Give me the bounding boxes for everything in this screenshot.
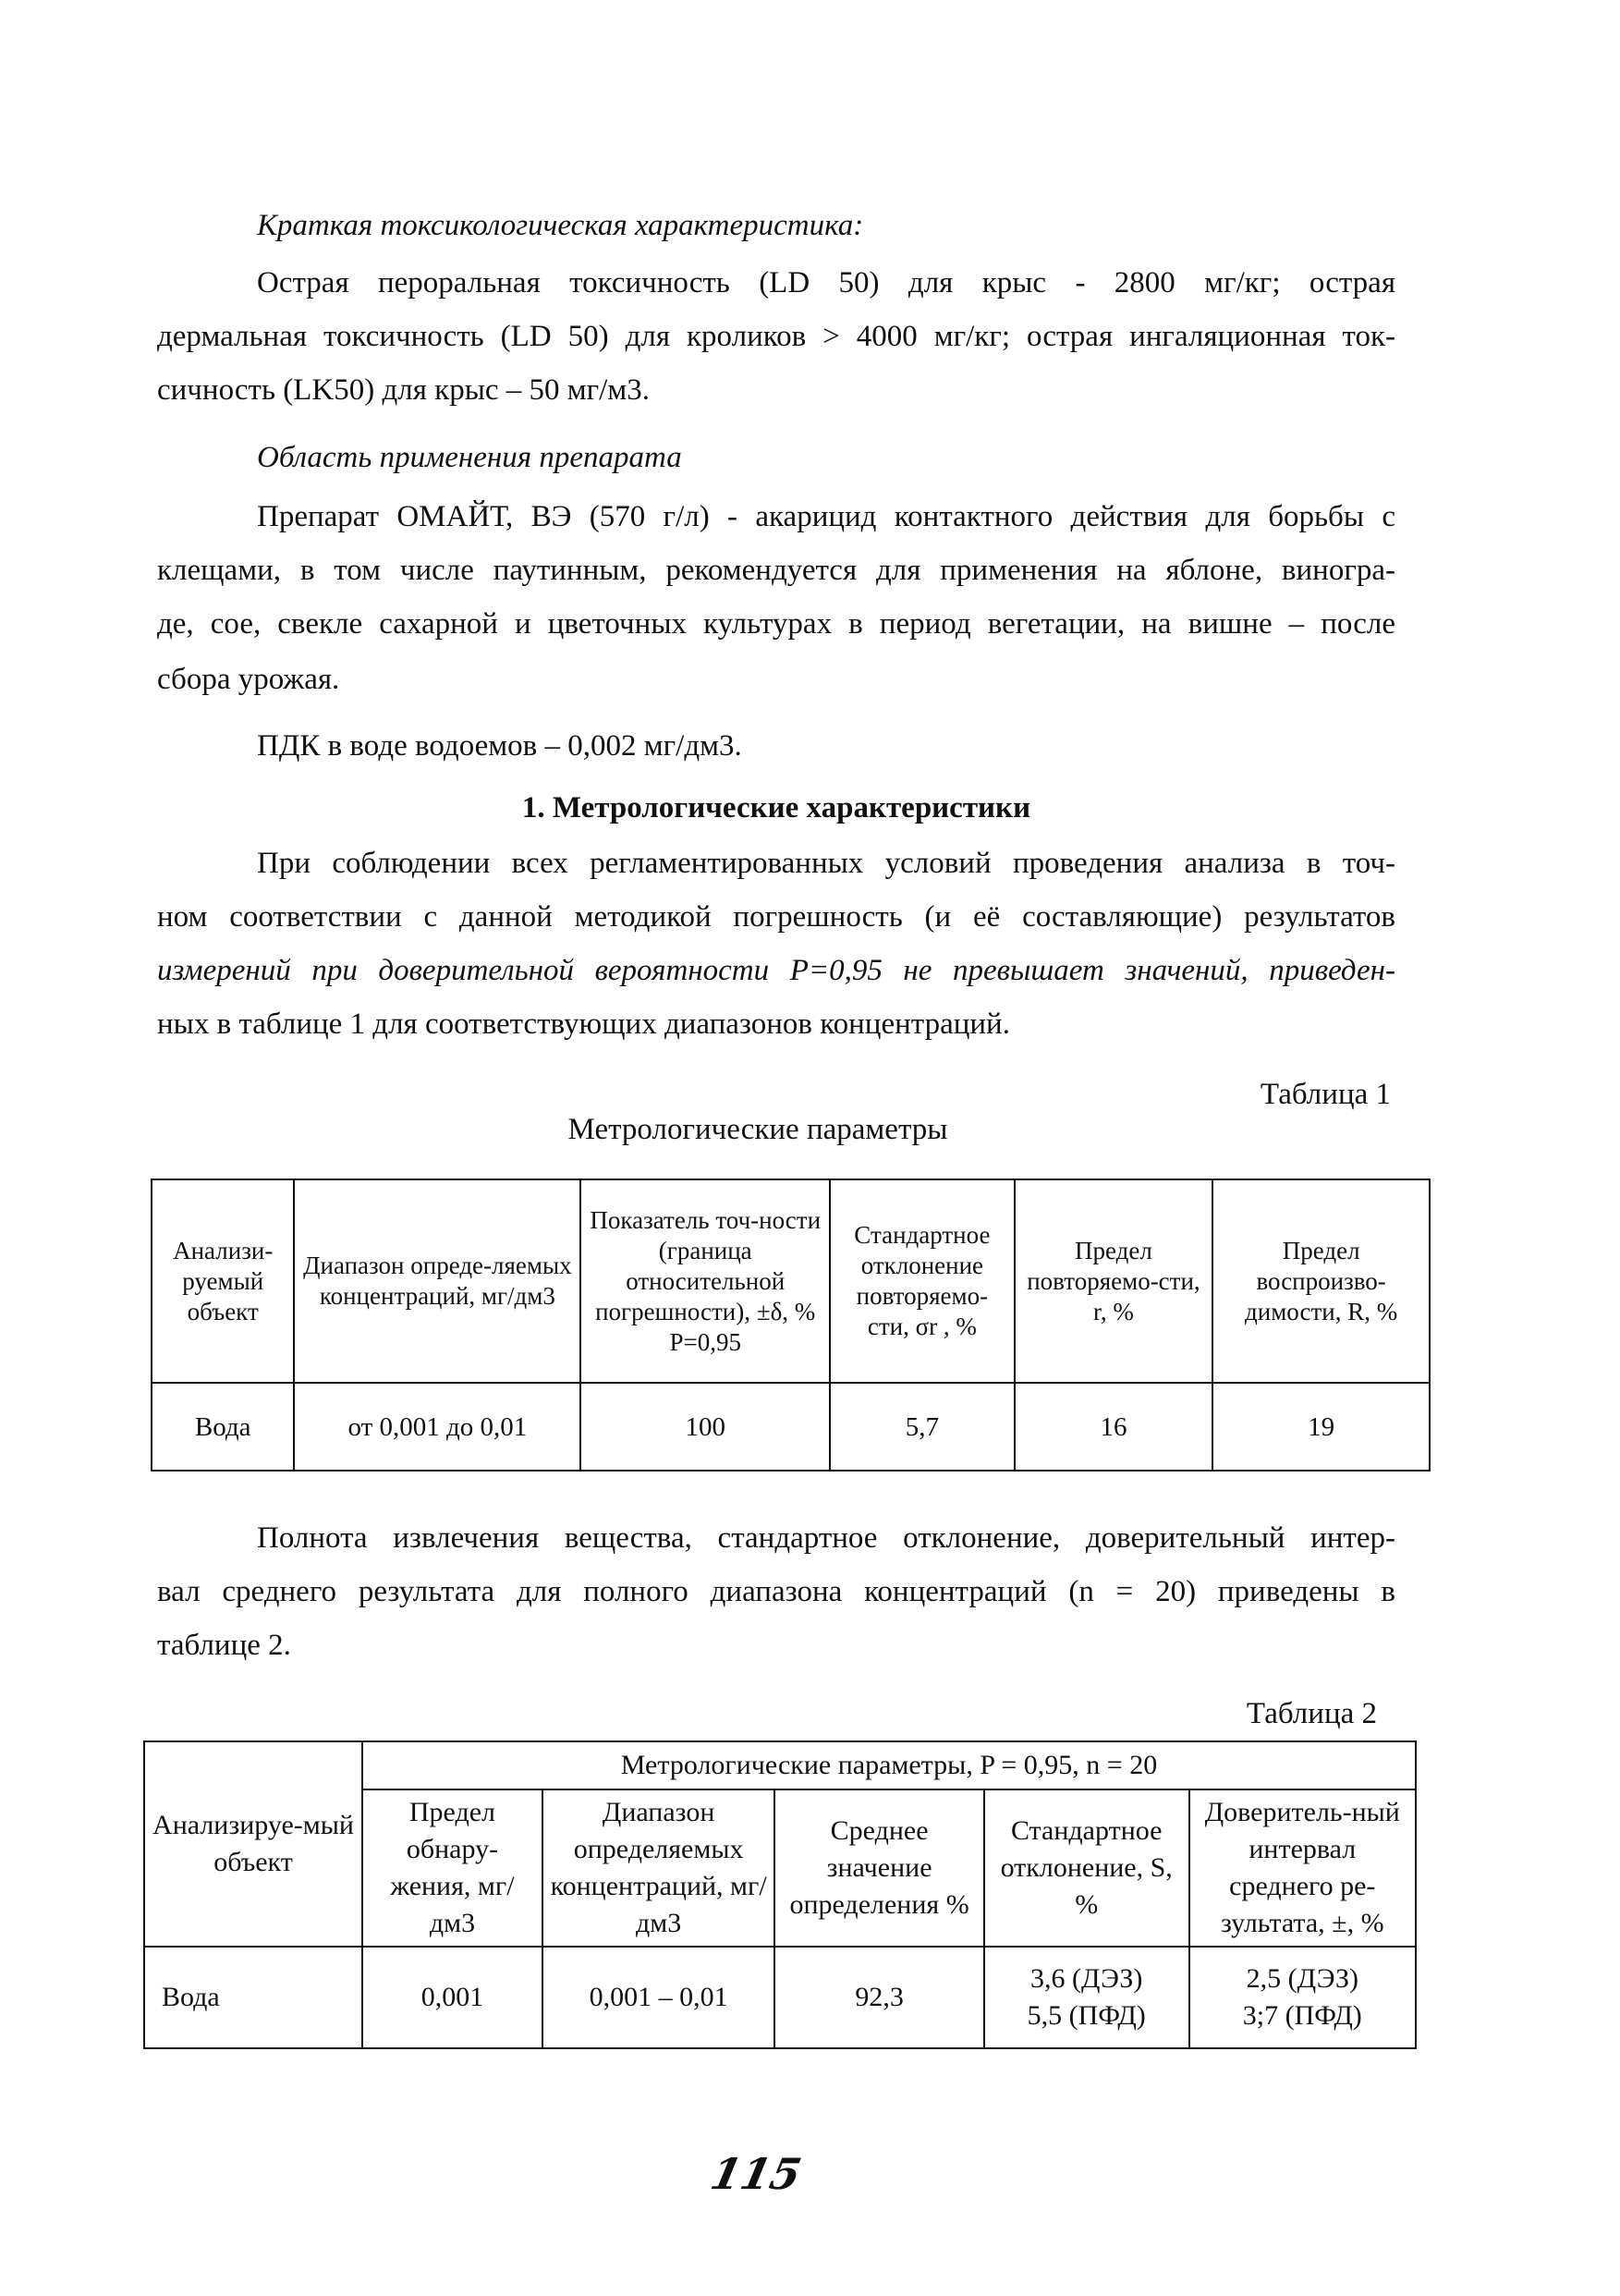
tox-paragraph-end [157, 363, 1395, 417]
t1-cell-repeat: 16 [1015, 1383, 1213, 1471]
section-line-1: При соблюдении всех регламентированных условий проведения анализа в точ- [257, 847, 1395, 880]
pdk-paragraph [157, 719, 1395, 773]
t1-cell-repro: 19 [1212, 1383, 1430, 1471]
t2-header-range: Диапазон определяемых концентраций, мг/дм3 [542, 1789, 774, 1947]
scope-heading: Область применения препарата [257, 441, 682, 474]
t2-std-pfd: 5,5 (ПФД) [1027, 2000, 1146, 2031]
t1-cell-accuracy: 100 [580, 1383, 830, 1471]
t2-cell-std [984, 1947, 1189, 2048]
scope-section [157, 431, 1395, 484]
section-line-4: ных в таблице 1 для соответствующих диапазонов концентраций. [157, 1008, 1010, 1041]
tox-line-3: сичность (LK50) для крыс – 50 мг/м3. [157, 373, 650, 407]
section-line-2: ном соответствии с данной методикой погрешность (и её составляющие) результатов [157, 900, 1395, 934]
table1-header-row [152, 1179, 1430, 1383]
t2-header-group: Метрологические параметры, P = 0,95, n = 20 [362, 1741, 1416, 1789]
para2-line-2: вал среднего результата для полного диапазона концентраций (n = 20) приведены в [157, 1575, 1395, 1608]
table1-label: Таблица 1 [1260, 1078, 1391, 1111]
para2-line-3: таблице 2. [157, 1629, 291, 1662]
table1-caption: Метрологические параметры [567, 1113, 948, 1146]
para2-line-1: Полнота извлечения вещества, стандартное отклонение, доверительный интер- [257, 1521, 1395, 1555]
t1-header-object: Анализи-руемый объект [152, 1179, 294, 1383]
t1-header-range: Диапазон опреде-ляемых концентраций, мг/дм3 [294, 1179, 580, 1383]
t1-header-std: Стандартное отклонение повторяемо-сти, σr , % [830, 1179, 1015, 1383]
table2-label: Таблица 2 [1246, 1697, 1377, 1730]
t1-cell-std: 5,7 [830, 1383, 1015, 1471]
page-number: 115 [706, 2149, 806, 2199]
tox-paragraph [157, 256, 1395, 363]
t1-cell-object: Вода [152, 1383, 294, 1471]
table-row [152, 1383, 1430, 1471]
scope-line-2: клещами, в том числе паутинным, рекомендуется для применения на яблоне, виногра- [157, 554, 1395, 587]
t2-cell-mean: 92,3 [774, 1947, 983, 2048]
t2-header-mean: Среднее значение определения % [774, 1789, 983, 1947]
para2-end [157, 1618, 1395, 1672]
scope-line-1: Препарат ОМАЙТ, ВЭ (570 г/л) - акарицид контактного действия для борьбы с [257, 500, 1395, 533]
table2 [143, 1740, 1417, 2049]
t1-header-repro: Предел воспроизво-димости, R, % [1212, 1179, 1430, 1383]
t2-header-object: Анализируе-мый объект [144, 1741, 362, 1947]
t2-ci-pfd: 3;7 (ПФД) [1242, 2000, 1362, 2031]
t2-header-limit: Предел обнару-жения, мг/дм3 [362, 1789, 542, 1947]
t2-cell-ci [1189, 1947, 1416, 2048]
t2-header-std: Стандартное отклонение, S, % [984, 1789, 1189, 1947]
t2-cell-range: 0,001 – 0,01 [542, 1947, 774, 2048]
section-line-3: измерений при доверительной вероятности P=0,95 не превышает значений, приведен- [157, 954, 1395, 987]
scope-paragraph-end [157, 653, 1395, 706]
pdk-line: ПДК в воде водоемов – 0,002 мг/дм3. [257, 729, 742, 763]
t1-header-accuracy: Показатель точ-ности (граница относительной погрешности), ±δ, % P=0,95 [580, 1179, 830, 1383]
scope-paragraph [157, 490, 1395, 651]
para2 [157, 1511, 1395, 1618]
table2-group-row [144, 1741, 1416, 1789]
tox-line-1: Острая пероральная токсичность (LD 50) для крыс - 2800 мг/кг; острая [257, 266, 1395, 299]
t2-cell-object: Вода [144, 1947, 362, 2048]
table-row [144, 1947, 1416, 2048]
t2-std-dez: 3,6 (ДЭЗ) [1029, 1963, 1143, 1994]
table1 [151, 1179, 1431, 1472]
t2-header-ci: Доверитель-ный интервал среднего ре-зультата, ±, % [1189, 1789, 1416, 1947]
t1-header-repeat: Предел повторяемо-сти, r, % [1015, 1179, 1213, 1383]
scope-line-3: де, сое, свекле сахарной и цветочных культурах в период вегетации, на вишне – после [157, 607, 1395, 641]
t2-ci-dez: 2,5 (ДЭЗ) [1246, 1963, 1358, 1994]
scope-line-4: сбора урожая. [157, 663, 340, 696]
tox-line-2: дермальная токсичность (LD 50) для кроликов > 4000 мг/кг; острая ингаляционная ток- [157, 320, 1395, 353]
tox-heading: Краткая токсикологическая характеристика: [257, 209, 864, 242]
section-title: 1. Метрологические характеристики [521, 791, 1031, 824]
section-paragraph [157, 837, 1395, 997]
t1-cell-range: от 0,001 до 0,01 [294, 1383, 580, 1471]
t2-cell-limit: 0,001 [362, 1947, 542, 2048]
section-paragraph-end [157, 997, 1395, 1051]
tox-section [157, 199, 1395, 252]
